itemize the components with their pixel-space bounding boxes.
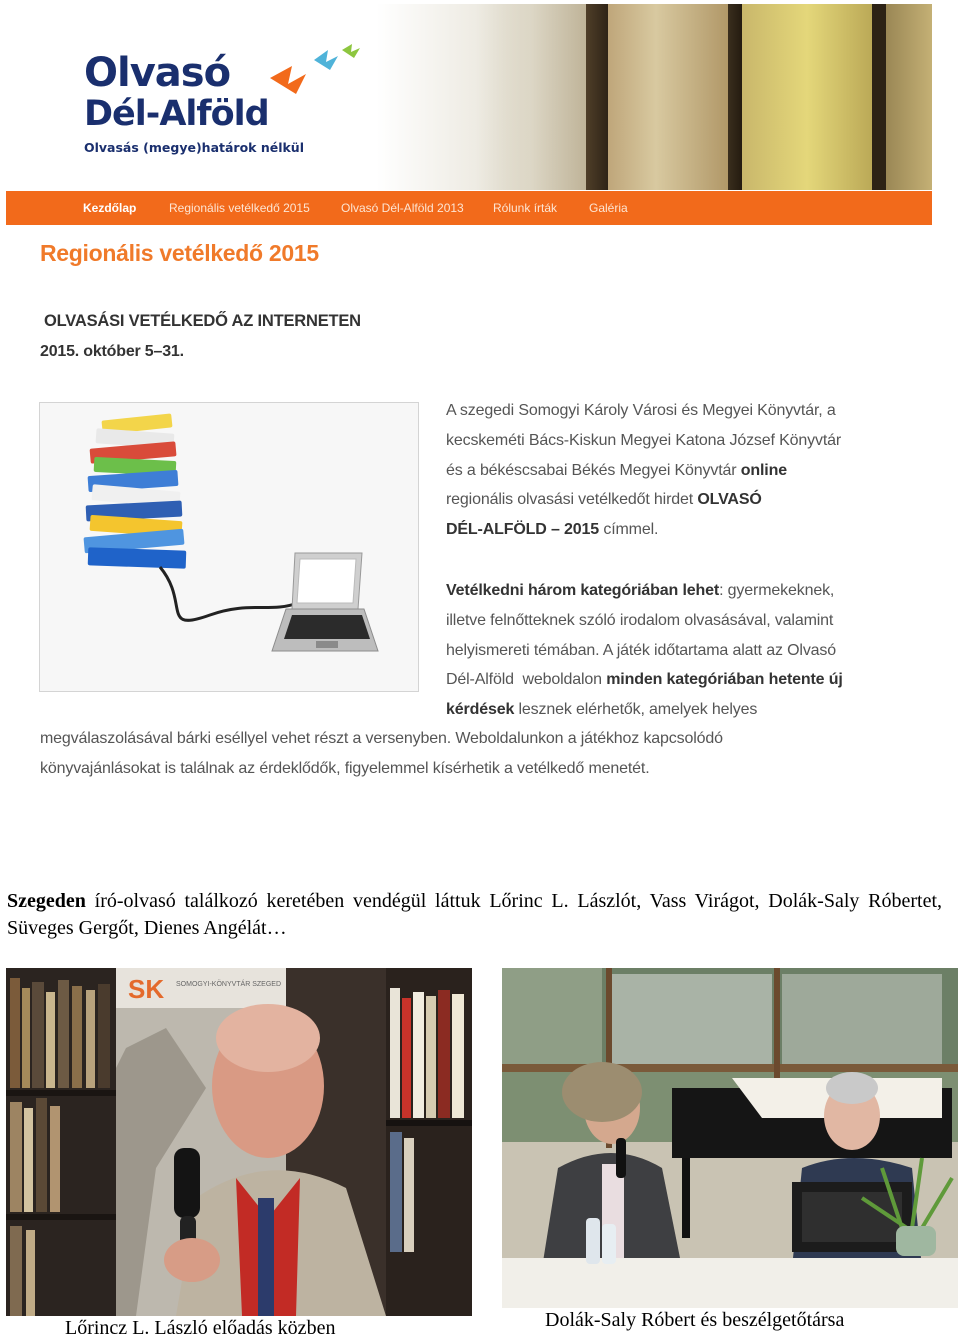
photo-caption-right: Dolák-Saly Róbert és beszélgetőtársa <box>545 1309 845 1331</box>
event-description-text: író-olvasó találkozó keretében vendégül láttuk Lőrinc L. Lászlót, Vass Virágot, Dolák-Saly Róbertet, Süveges Gergőt, Dienes Angélát… <box>7 890 942 939</box>
intro-paragraph: A szegedi Somogyi Károly Városi és Megyei Könyvtár, a kecskeméti Bács-Kiskun Megyei Katona József Könyvtár és a békéscsabai Békés Megyei Könyvtár online regionális olvasási vetélkedőt hirdet OLVASÓ DÉL-ALFÖLD – 2015 címmel. <box>446 402 842 539</box>
nav-item-about-us[interactable]: Rólunk írták <box>493 201 558 215</box>
speaker-photo-image <box>6 968 472 1316</box>
speaker-photo-right <box>502 968 958 1308</box>
discussion-photo-image <box>502 968 958 1308</box>
nav-item-olvaso-2013[interactable]: Olvasó Dél-Alföld 2013 <box>341 201 464 215</box>
nav-item-home[interactable]: Kezdőlap <box>83 201 137 215</box>
poster-sign-text: SOMOGYI-KÖNYVTÁR SZEGED <box>176 981 282 988</box>
event-description <box>7 888 942 942</box>
nav-item-gallery[interactable]: Galéria <box>589 201 628 215</box>
website-screenshot <box>6 4 932 804</box>
nav-item-regional-contest-2015[interactable]: Regionális vetélkedő 2015 <box>169 201 310 215</box>
main-nav <box>6 191 932 225</box>
photo-caption-left: Lőrincz L. László előadás közben <box>65 1317 336 1339</box>
categories-paragraph: Vetélkedni három kategóriában lehet: gyermekeknek, illetve felnőtteknek szóló irodalom olvasásával, valamint helyismereti témában. A játék időtartama alatt az Olvasó Dél-Alföld weboldalon minden kategóriában hetente új kérdések lesznek elérhetők, amelyek helyes <box>446 582 843 719</box>
event-city: Szegeden <box>7 890 86 912</box>
logo-title-line2: Dél-Alföld <box>84 94 269 134</box>
svg-text:SK: SK <box>128 974 165 1004</box>
logo-tagline: Olvasás (megye)határok nélkül <box>84 140 304 155</box>
categories-paragraph-continued: megválaszolásával bárki eséllyel vehet részt a versenyben. Weboldalunkon a játékhoz kapcsolódó könyvajánlásokat is találnak az érdeklődők, figyelemmel kísérhetik a vetélkedő menetét. <box>40 730 723 777</box>
site-logo[interactable] <box>84 44 384 174</box>
contest-date: 2015. október 5–31. <box>40 343 184 360</box>
page-title: Regionális vetélkedő 2015 <box>40 240 319 266</box>
books-laptop-image <box>40 403 418 691</box>
logo-title-line1: Olvasó <box>84 50 231 96</box>
butterfly-icon <box>252 44 372 104</box>
speaker-photo-left <box>6 968 472 1316</box>
header-banner <box>6 4 932 190</box>
books-laptop-illustration <box>39 402 419 692</box>
page-subtitle: OLVASÁSI VETÉLKEDŐ AZ INTERNETEN <box>44 312 361 330</box>
